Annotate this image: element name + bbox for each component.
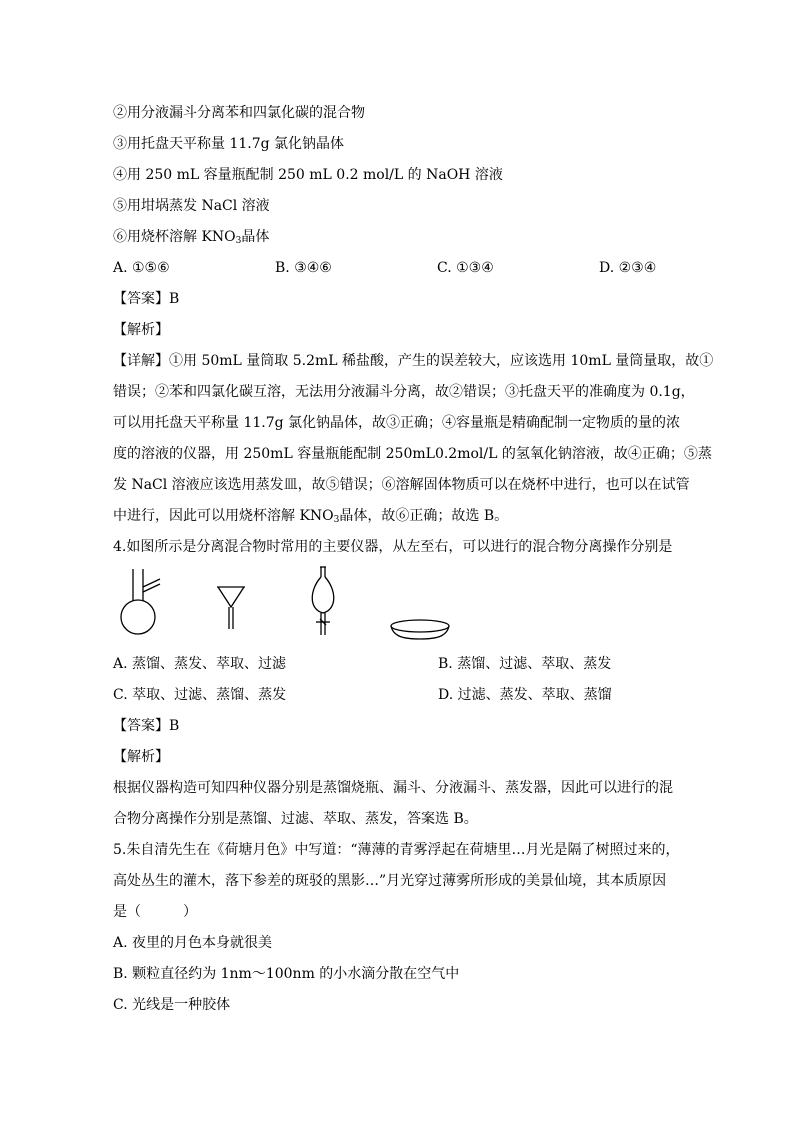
q4-stem: 4.如图所示是分离混合物时常用的主要仪器，从左至右，可以进行的混合物分离操作分别是 [113, 539, 673, 555]
q4-answer: 【答案】B [113, 718, 180, 734]
q4-option-a: A. 蒸馏、蒸发、萃取、过滤 [113, 656, 287, 672]
q3-analysis-label: 【解析】 [113, 322, 169, 338]
q3-detail-line: 中进行，因此可以用烧杯溶解 $KNO_3$晶体，故⑥正确；故选 B。 [113, 508, 509, 525]
apparatus-figure [110, 565, 470, 650]
q3-item-4: ④用 250 mL 容量瓶配制 250 mL 0.2 mol/L 的 NaOH 溶液 [113, 167, 503, 183]
q5-stem-line: 5.朱自清先生在《荷塘月色》中写道：“薄薄的青雾浮起在荷塘里…月光是隔了树照过来的， [113, 842, 680, 858]
q5-stem-line: 高处丛生的灌木，落下参差的斑驳的黑影…”月光穿过薄雾所形成的美景仙境，其本质原因 [113, 873, 667, 889]
q4-option-d: D. 过滤、蒸发、萃取、蒸馏 [438, 687, 612, 703]
q3-option-a: A. ①⑤⑥ [113, 260, 170, 276]
separatory-funnel-icon [312, 567, 334, 635]
q3-item-5: ⑤用坩埚蒸发 NaCl 溶液 [113, 198, 270, 214]
q4-option-c: C. 萃取、过滤、蒸馏、蒸发 [113, 687, 287, 703]
q3-option-c: C. ①③④ [437, 260, 494, 276]
q3-item-3: ③用托盘天平称量 11.7g 氯化钠晶体 [113, 136, 345, 152]
q4-analysis-line: 根据仪器构造可知四种仪器分别是蒸馏烧瓶、漏斗、分液漏斗、蒸发器，因此可以进行的混 [113, 780, 673, 796]
q3-detail-line: 发 NaCl 溶液应该选用蒸发皿，故⑤错误；⑥溶解固体物质可以在烧杯中进行，也可以在试管 [113, 477, 690, 493]
q5-option-a: A. 夜里的月色本身就很美 [113, 935, 273, 951]
q3-detail-line: 可以用托盘天平称量 11.7g 氯化钠晶体，故③正确；④容量瓶是精确配制一定物质的量的浓 [113, 415, 681, 431]
q3-item-2: ②用分液漏斗分离苯和四氯化碳的混合物 [113, 105, 365, 121]
funnel-icon [217, 587, 245, 629]
q3-detail-line: 错误；②苯和四氯化碳互溶，无法用分液漏斗分离，故②错误；③托盘天平的准确度为 0.1g， [113, 384, 695, 400]
evaporating-dish-icon [391, 620, 449, 639]
q3-answer: 【答案】B [113, 291, 180, 307]
distillation-flask-icon [121, 569, 160, 634]
q3-detail-line: 【详解】①用 50mL 量筒取 5.2mL 稀盐酸，产生的误差较大，应该选用 10mL 量筒量取，故① [113, 353, 714, 369]
q3-detail-line: 度的溶液的仪器，用 250mL 容量瓶能配制 250mL0.2mol/L 的氢氧化钠溶液，故④正确；⑤蒸 [113, 446, 712, 462]
q3-option-d: D. ②③④ [599, 260, 657, 276]
q4-analysis-line: 合物分离操作分别是蒸馏、过滤、萃取、蒸发，答案选 B。 [113, 811, 478, 827]
q5-stem-line: 是（ ） [113, 904, 197, 920]
q4-option-b: B. 蒸馏、过滤、萃取、蒸发 [438, 656, 612, 672]
q3-option-b: B. ③④⑥ [275, 260, 332, 276]
q5-option-c: C. 光线是一种胶体 [113, 997, 231, 1013]
q3-item-6: ⑥用烧杯溶解 $KNO_3$晶体 [113, 229, 270, 246]
q5-option-b: B. 颗粒直径约为 1nm～100nm 的小水滴分散在空气中 [113, 966, 460, 982]
q4-analysis-label: 【解析】 [113, 749, 169, 765]
